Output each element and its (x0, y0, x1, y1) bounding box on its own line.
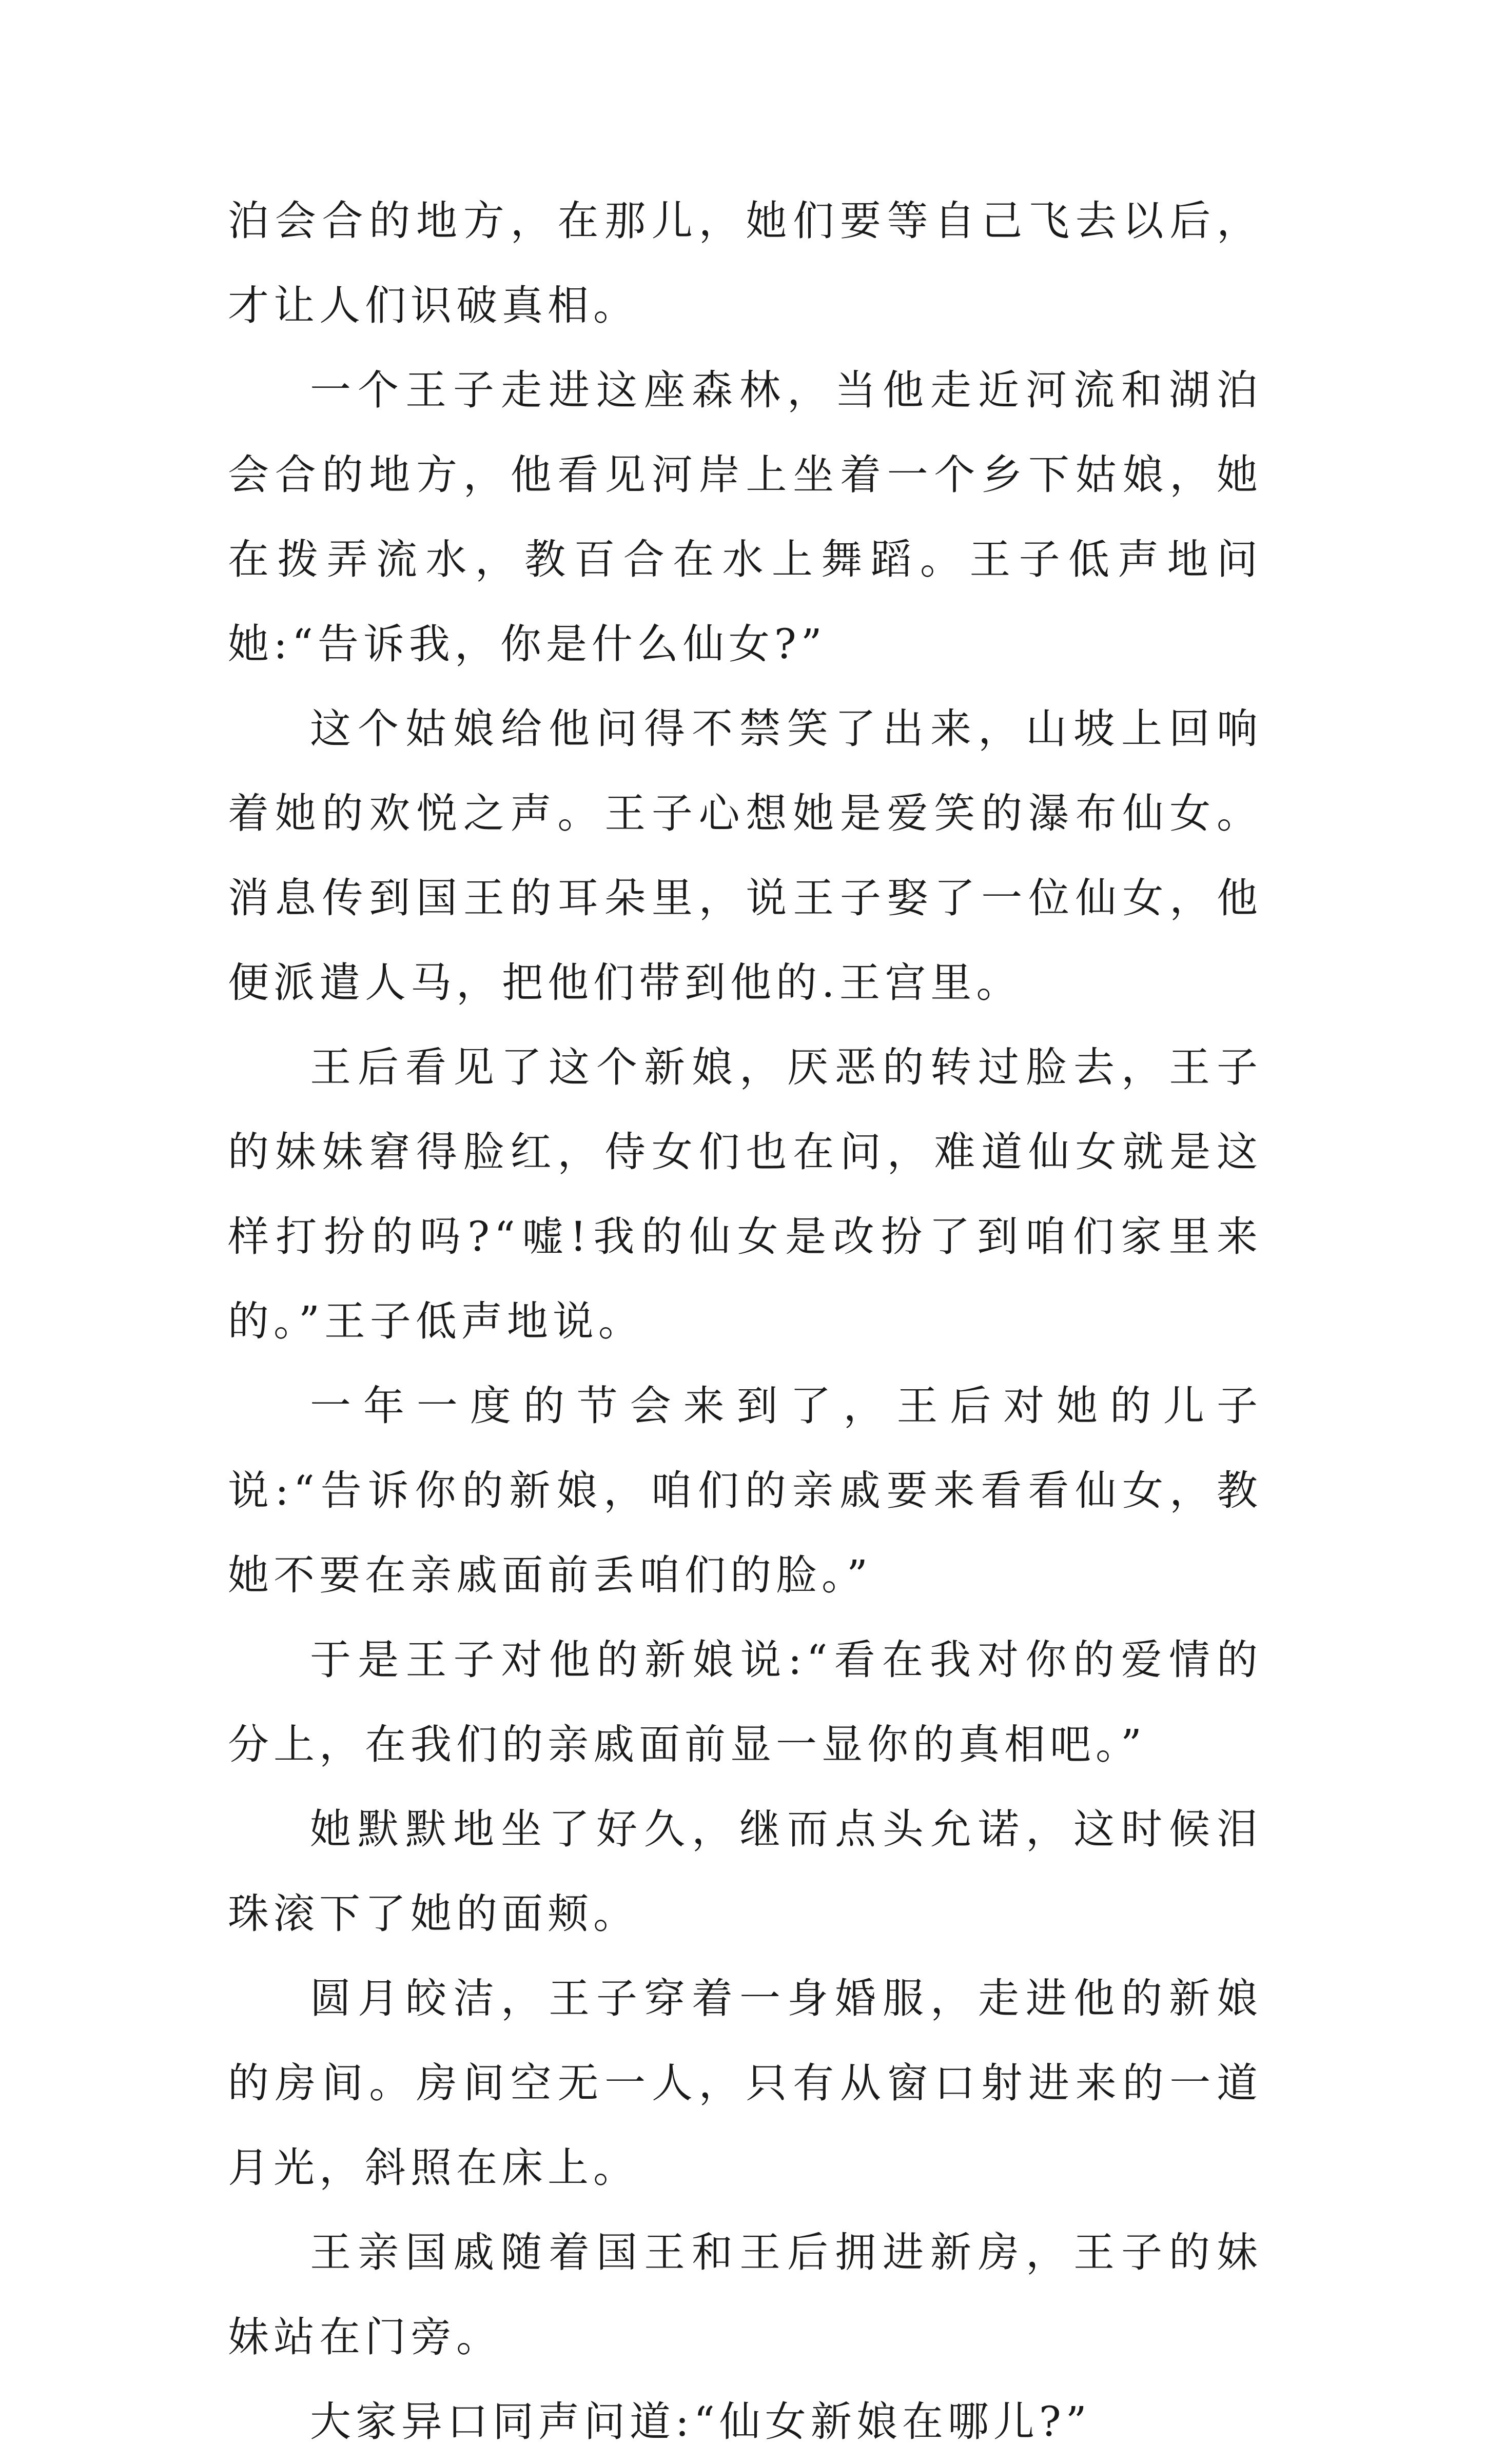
paragraph-1: 泊会合的地方，在那儿，她们要等自己飞去以后，才让人们识破真相。 (228, 197, 1262, 329)
paragraph-7: 她默默地坐了好久，继而点头允诺，这时候泪珠滚下了她的面颊。 (228, 1805, 1262, 1938)
paragraph-10: 大家异口同声问道:“仙女新娘在哪儿?” (310, 2398, 1091, 2446)
paragraph-4: 王后看见了这个新娘，厌恶的转过脸去，王子的妹妹窘得脸红，侍女们也在问，难道仙女就是这样打扮的吗?“嘘!我的仙女是改扮了到咱们家里来的。”王子低声地说。 (228, 1043, 1262, 1345)
paragraph-2: 一个王子走进这座森林，当他走近河流和湖泊会合的地方，他看见河岸上坐着一个乡下姑娘，她在拨弄流水，教百合在水上舞蹈。王子低声地问她:“告诉我，你是什么仙女?” (228, 366, 1262, 668)
paragraph-3: 这个姑娘给他问得不禁笑了出来，山坡上回响着她的欢悦之声。王子心想她是爱笑的瀑布仙女。消息传到国王的耳朵里，说王子娶了一位仙女，他便派遣人马，把他们带到他的.王宫里。 (228, 705, 1262, 1007)
body-text (228, 179, 1262, 2464)
paragraph-9: 王亲国戚随着国王和王后拥进新房，王子的妹妹站在门旁。 (228, 2229, 1262, 2361)
paragraph-5: 一年一度的节会来到了，王后对她的儿子说:“告诉你的新娘，咱们的亲戚要来看看仙女，教她不要在亲戚面前丢咱们的脸。” (228, 1382, 1262, 1599)
paragraph-8: 圆月皎洁，王子穿着一身婚服，走进他的新娘的房间。房间空无一人，只有从窗口射进来的一道月光，斜照在床上。 (228, 1975, 1262, 2192)
paragraph-6: 于是王子对他的新娘说:“看在我对你的爱情的分上，在我们的亲戚面前显一显你的真相吧。” (228, 1636, 1262, 1768)
